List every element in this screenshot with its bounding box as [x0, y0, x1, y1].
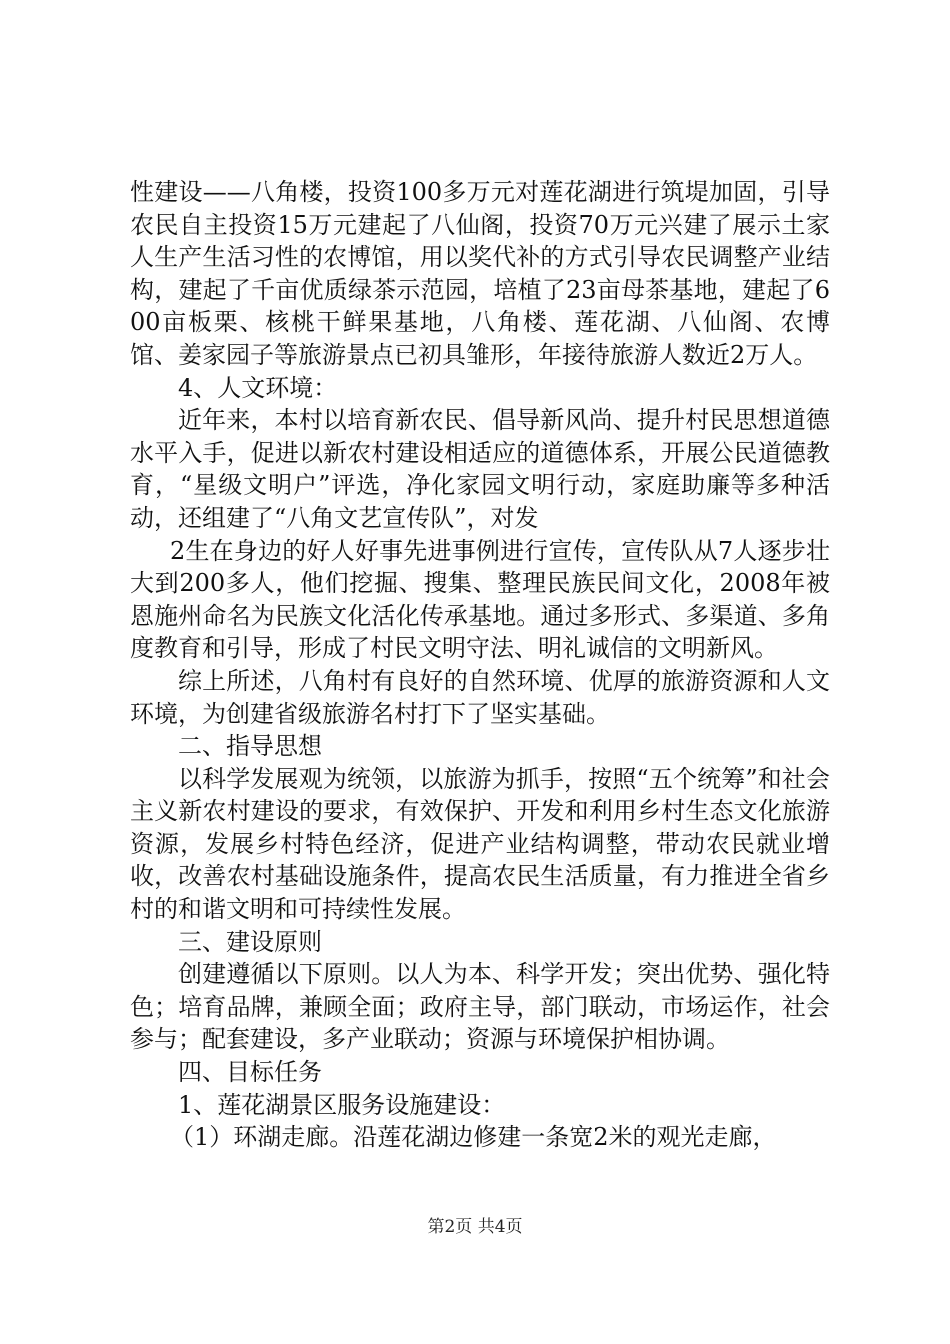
- paragraph-2: 近年来，本村以培育新农民、倡导新风尚、提升村民思想道德水平入手，促进以新农村建设相适应的道德体系，开展公民道德教育，“星级文明户”评选，净化家园文明行动，家庭助廉等多种活动，还组建了“八角文艺宣传队”，对发: [130, 406, 830, 532]
- section-heading-goals: 四、目标任务: [178, 1058, 322, 1087]
- paragraph-4: 综上所述，八角村有良好的自然环境、优厚的旅游资源和人文环境，为创建省级旅游名村打下了坚实基础。: [130, 666, 830, 728]
- paragraph-5: 以科学发展观为统领，以旅游为抓手，按照“五个统筹”和社会主义新农村建设的要求，有效保护、开发和利用乡村生态文化旅游资源，发展乡村特色经济，促进产业结构调整，带动农民就业增收，改善农村基础设施条件，提高农民生活质量，有力推进全省乡村的和谐文明和可持续性发展。: [130, 764, 830, 924]
- paragraph-7: （1）环湖走廊。沿莲花湖边修建一条宽2米的观光走廊，: [170, 1123, 777, 1152]
- section-heading-guiding-ideology: 二、指导思想: [178, 732, 322, 761]
- paragraph-1: 性建设——八角楼，投资100多万元对莲花湖进行筑堤加固，引导农民自主投资15万元建起了八仙阁，投资70万元兴建了展示土家人生产生活习性的农博馆，用以奖代补的方式引导农民调整产业结构，建起了千亩优质绿茶示范园，培植了23亩母茶基地，建起了600亩板栗、核桃干鲜果基地，八角楼、莲花湖、八仙阁、农博馆、姜家园子等旅游景点已初具雏形，年接待旅游人数近2万人。: [130, 178, 830, 369]
- paragraph-6: 创建遵循以下原则。以人为本、科学开发；突出优势、强化特色；培育品牌，兼顾全面；政府主导，部门联动，市场运作，社会参与；配套建设，多产业联动；资源与环境保护相协调。: [130, 960, 830, 1054]
- subsection-heading-lotus-lake: 1、莲花湖景区服务设施建设：: [178, 1090, 506, 1119]
- section-heading-humanities: 4、人文环境：: [178, 373, 338, 402]
- document-body: [130, 176, 830, 1154]
- paragraph-3: 2生在身边的好人好事先进事例进行宣传，宣传队从7人逐步壮大到200多人，他们挖掘、搜集、整理民族民间文化，2008年被恩施州命名为民族文化活化传承基地。通过多形式、多渠道、多角度教育和引导，形成了村民文明守法、明礼诚信的文明新风。: [130, 536, 830, 663]
- section-heading-principles: 三、建设原则: [178, 927, 322, 956]
- page-number-footer: 第2页 共4页: [427, 1217, 523, 1237]
